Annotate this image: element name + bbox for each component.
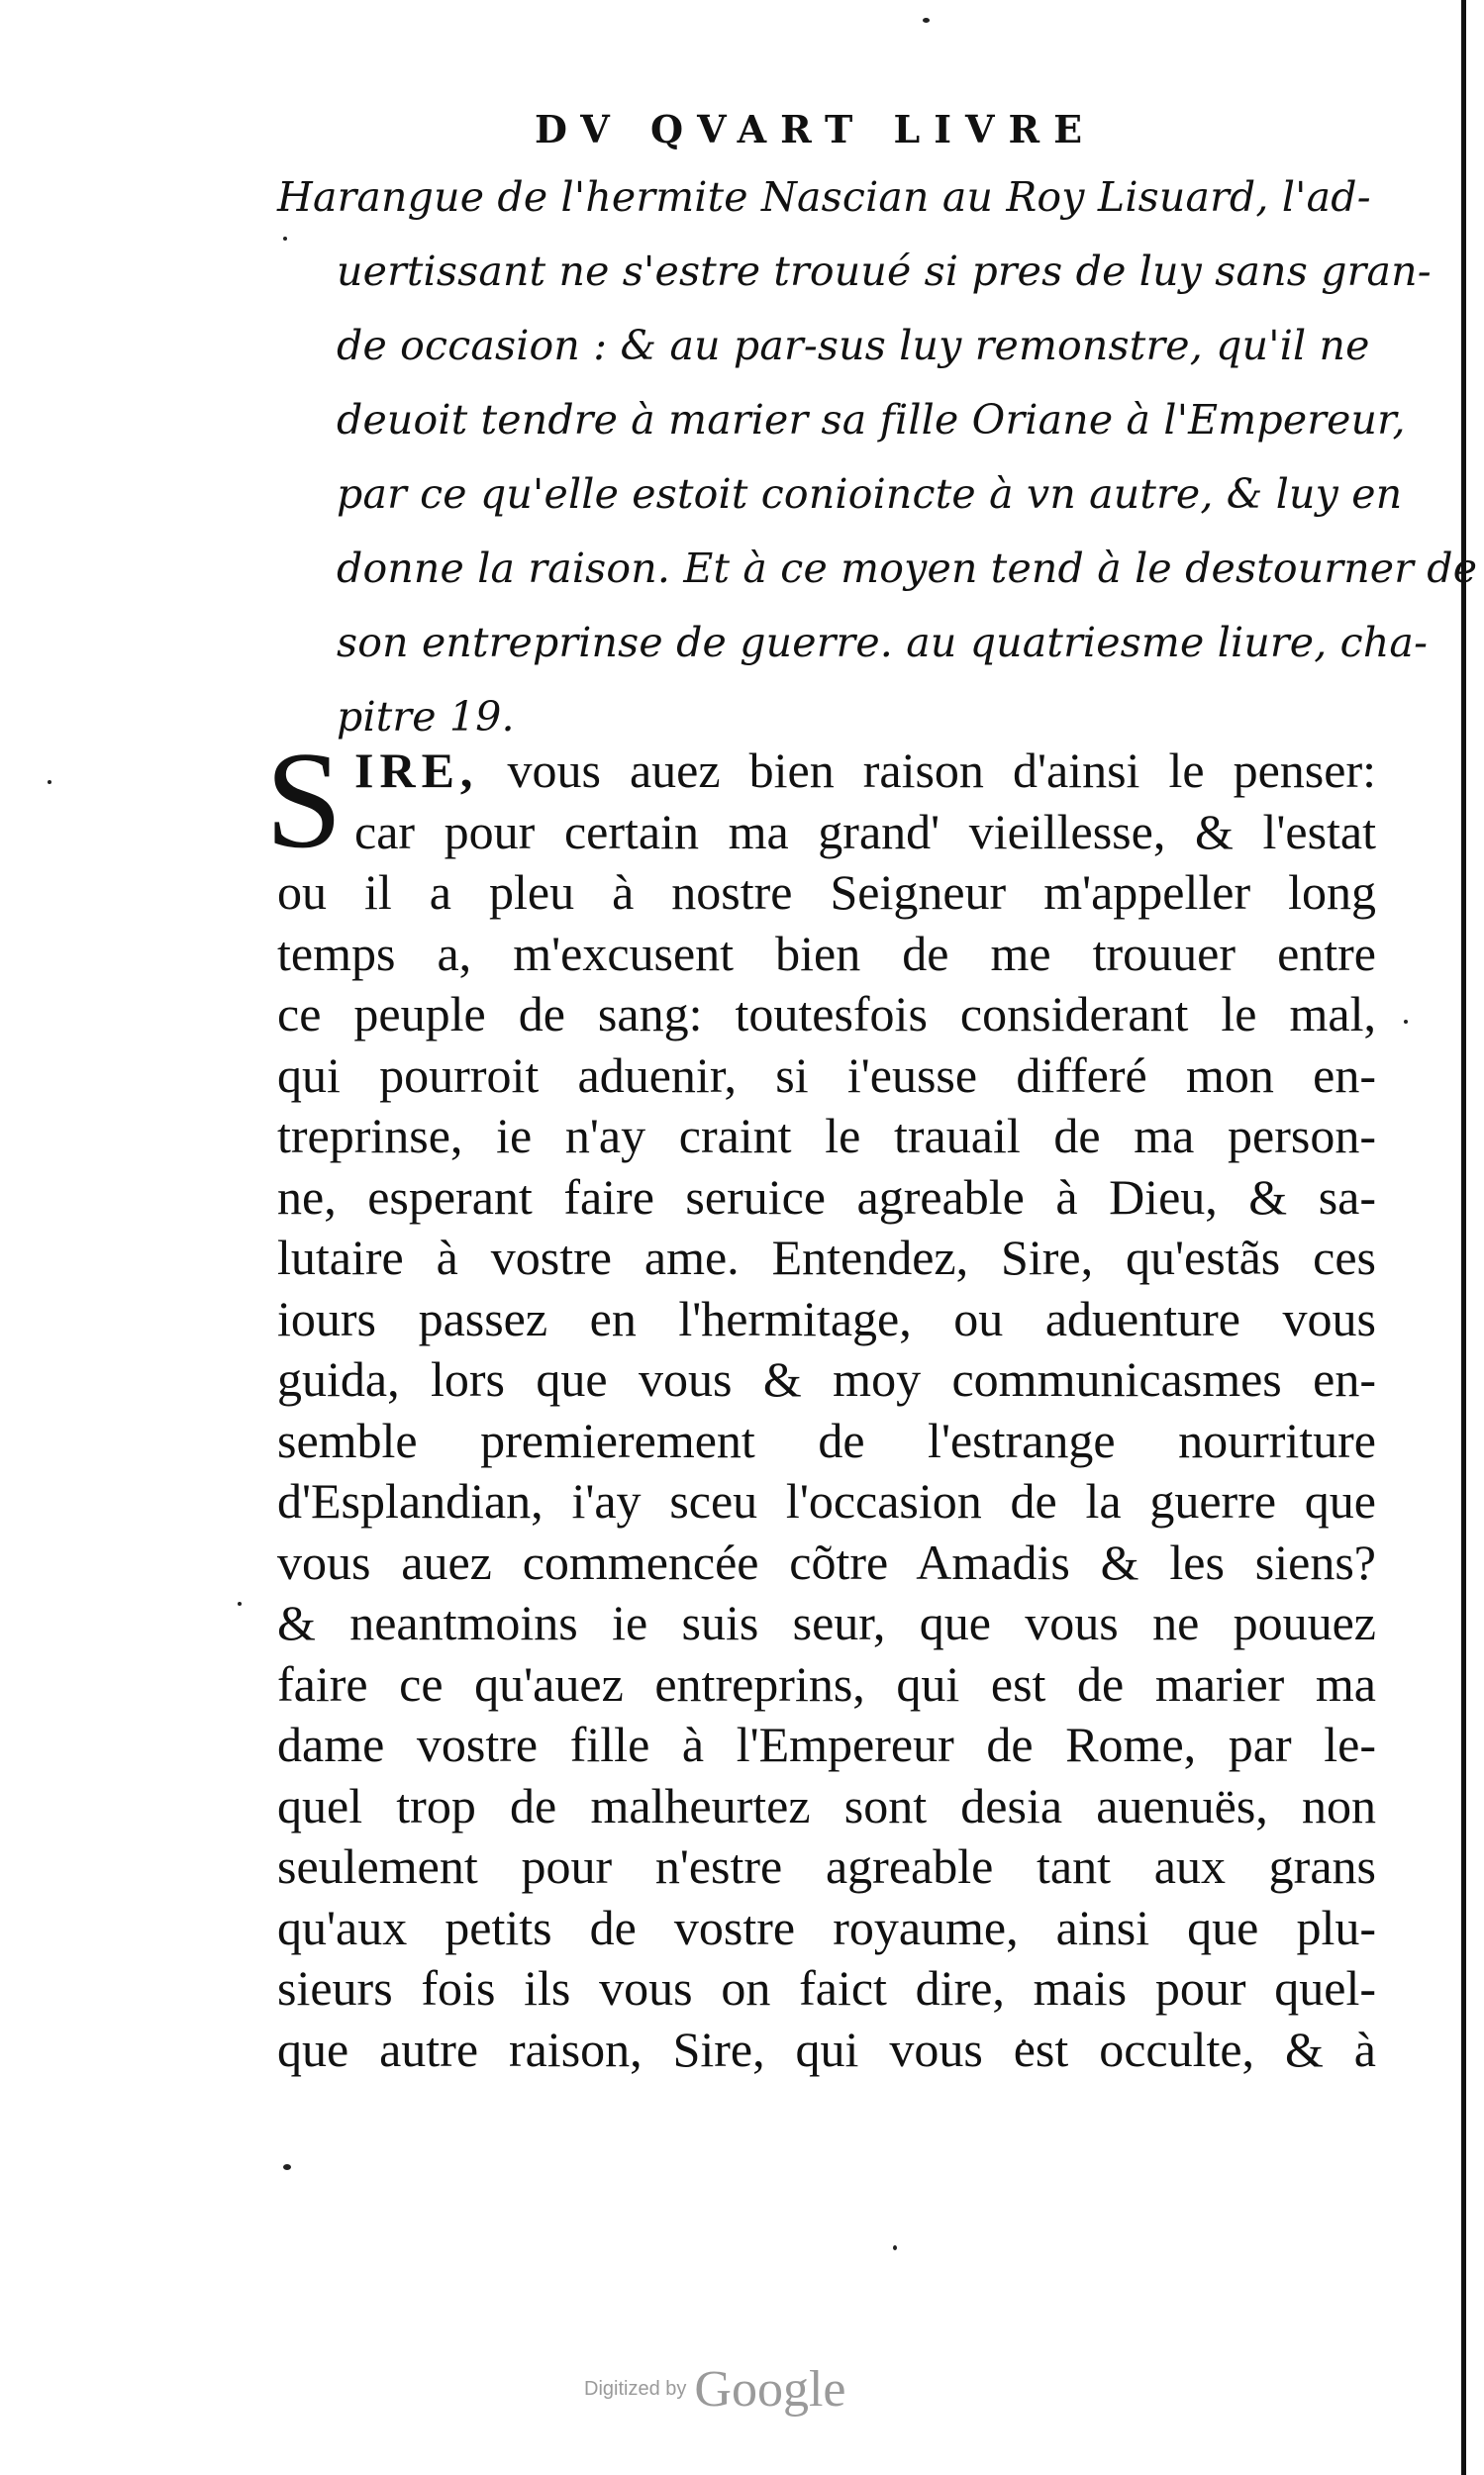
body-line: ne, esperant faire seruice agreable à Dieu, & sa-	[277, 1168, 1376, 1225]
body-line: qui pourroit aduenir, si i'eusse differé mon en-	[277, 1046, 1376, 1103]
body-line: sieurs fois ils vous on faict dire, mais pour quel-	[277, 1960, 1376, 2016]
speck-top	[923, 18, 930, 23]
body-line: quel trop de malheurtez sont desia auenuës, non	[277, 1777, 1376, 1833]
body-text	[265, 741, 1376, 2080]
body-line: ou il a pleu à nostre Seigneur m'appeller long	[277, 864, 1376, 920]
body-line: guida, lors que vous & moy communicasmes en-	[277, 1351, 1376, 1407]
summary-line: donne la raison. Et à ce moyen tend à le destourner de	[337, 544, 1478, 592]
summary-line: par ce qu'elle estoit conioincte à vn autre, & luy en	[337, 470, 1403, 518]
first-word: IRE,	[354, 742, 479, 798]
speck-right-1	[1404, 1020, 1408, 1024]
speck-left-2	[238, 1602, 242, 1606]
body-line: ce peuple de sang: toutesfois considerant le mal,	[277, 986, 1376, 1041]
body-line: & neantmoins ie suis seur, que vous ne pouuez	[277, 1595, 1376, 1650]
body-line: temps a, m'excusent bien de me trouuer entre	[277, 925, 1376, 981]
summary-line: Harangue de l'hermite Nascian au Roy Lisuard, l'ad-	[277, 173, 1371, 221]
summary-line: son entreprinse de guerre. au quatriesme liure, cha-	[337, 619, 1429, 666]
body-line: faire ce qu'auez entreprins, qui est de marier ma	[277, 1655, 1376, 1712]
summary-line: uertissant ne s'estre trouué si pres de luy sans gran-	[337, 248, 1432, 295]
drop-cap: S	[265, 742, 343, 864]
speck-bottom-2	[893, 2245, 897, 2250]
speck-left-1	[48, 780, 51, 784]
running-head: DV QVART LIVRE	[535, 107, 1097, 151]
page-edge-rule	[1461, 0, 1466, 2475]
body-line: d'Esplandian, i'ay sceu l'occasion de la guerre que	[277, 1473, 1376, 1529]
summary-line: pitre 19.	[337, 693, 515, 741]
body-line: treprinse, ie n'ay craint le trauail de ma person-	[277, 1108, 1376, 1163]
body-line: que autre raison, Sire, qui vous est occulte, & à	[277, 2021, 1376, 2077]
body-line: semble premierement de l'estrange nourriture	[277, 1412, 1376, 1468]
speck-bottom-1	[283, 2164, 291, 2170]
body-line: seulement pour n'estre agreable tant aux grans	[277, 1838, 1376, 1894]
first-line-text: vous auez bien raison d'ainsi le penser:	[478, 742, 1376, 798]
google-logo: Google	[694, 2361, 846, 2418]
body-line	[277, 741, 1376, 802]
summary-line: de occasion : & au par-sus luy remonstre, qu'il ne	[337, 322, 1370, 369]
digitized-watermark	[584, 2360, 901, 2419]
chapter-summary	[267, 160, 1478, 754]
summary-line: deuoit tendre à marier sa fille Oriane à l'Empereur,	[337, 396, 1406, 444]
body-line: vous auez commencée cõtre Amadis & les siens?	[277, 1534, 1376, 1590]
body-line: lutaire à vostre ame. Entendez, Sire, qu'estãs ces	[277, 1230, 1376, 1285]
body-line: iours passez en l'hermitage, ou aduenture vous	[277, 1290, 1376, 1346]
body-line: dame vostre fille à l'Empereur de Rome, par le-	[277, 1717, 1376, 1772]
body-line: qu'aux petits de vostre royaume, ainsi que plu-	[277, 1899, 1376, 1955]
body-line: car pour certain ma grand' vieillesse, & l'estat	[354, 803, 1376, 859]
watermark-caption: Digitized by	[584, 2378, 687, 2400]
